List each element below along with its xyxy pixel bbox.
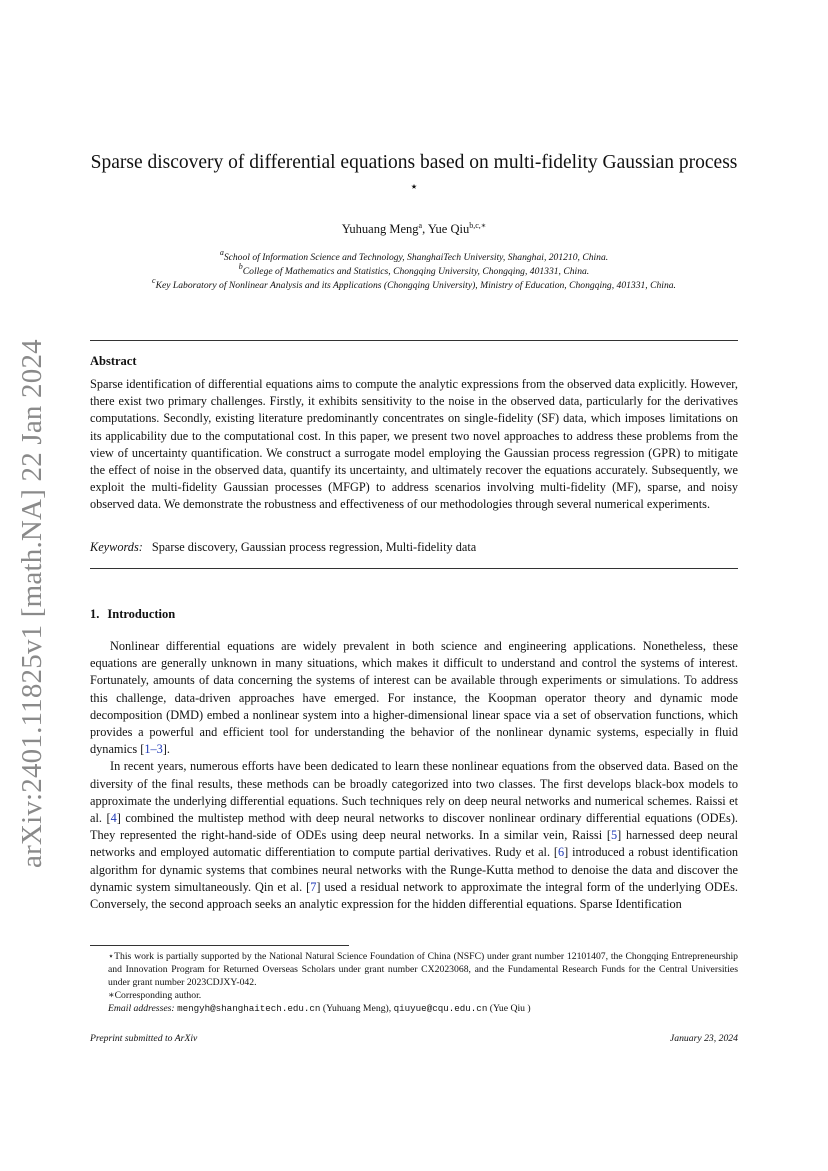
title-text: Sparse discovery of differential equations based on multi-fidelity Gaussian process bbox=[90, 152, 738, 173]
arxiv-identifier: arXiv:2401.11825v1 [math.NA] 22 Jan 2024 bbox=[16, 339, 48, 868]
introduction-body bbox=[90, 638, 738, 913]
paper-title bbox=[90, 150, 738, 201]
email-footnote: Email addresses: mengyh@shanghaitech.edu.cn (Yuhuang Meng), qiuyue@cqu.edu.cn (Yue Qiu ) bbox=[108, 1003, 531, 1014]
affiliation: $^b$College of Mathematics and Statistics, Chongqing University, Chongqing, 401331, China. bbox=[238, 262, 590, 277]
funding-footnote: ⋆This work is partially supported by the National Natural Science Foundation of China (NSFC) under grant number 12101407, the Chongqing Entrepreneurship and Innovation Program for Returned Overseas Scholars under grant number CX2023068, and the Fundamental Research Funds for the Central Universities under grant number 2023CDJXY-042. bbox=[108, 951, 738, 988]
author-name: Yuhuang Meng bbox=[341, 222, 419, 236]
citation-link[interactable]: 4 bbox=[110, 811, 117, 826]
section-title: Introduction bbox=[107, 607, 176, 621]
author-list: Yuhuang Meng$^a$, Yue Qiu$^{b,c,∗}$ bbox=[341, 221, 487, 236]
citation-link[interactable]: 5 bbox=[611, 828, 618, 843]
author-affiliation-mark: a bbox=[418, 221, 423, 230]
paragraph: In recent years, numerous efforts have been dedicated to learn these nonlinear equations from the observed data. Based on the diversity of the final results, these methods can be broadly categorized into two classes. The first develops black-box models to approximate the underlying differential equations. Such techniques rely on deep neural networks and numerical schemes. Raissi et al. [4] combined the multistep method with deep neural networks to discover nonlinear ordinary differential equations (ODEs). They represented the right-hand-side of ODEs using deep neural networks. In a similar vein, Raissi [5] harnessed deep neural networks and employed automatic differentiation to compute partial derivatives. Rudy et al. [6] introduced a robust identification algorithm for dynamic systems that combines neural networks with the Runge-Kutta method to denoise the data and discover the dynamic system simultaneously. Qin et al. [7] used a residual network to approximate the integral form of the underlying ODEs. Conversely, the second approach seeks an analytic expression for the hidden differential equations. Sparse Identification bbox=[90, 759, 738, 912]
footnotes bbox=[90, 950, 738, 1015]
citation-link[interactable]: 6 bbox=[558, 845, 565, 860]
paragraph: Nonlinear differential equations are widely prevalent in both science and engineering applications. Nonetheless, these equations are generally unknown in many situations, which makes it difficult to understand and control the systems of interest. Fortunately, amounts of data concerning the systems of interest can be available through experiments or simulations. To address this challenge, data-driven approaches have emerged. For instance, the Koopman operator theory and dynamic mode decomposition (DMD) embed a nonlinear system into a higher-dimensional linear space via a set of observation functions, which provides a powerful and efficient tool for understanding the behavior of the nonlinear dynamic systems, especially in fluid dynamics [1–3]. bbox=[90, 639, 738, 757]
footer-venue: Preprint submitted to ArXiv bbox=[90, 1033, 198, 1044]
citation-link[interactable]: 7 bbox=[310, 879, 317, 894]
abstract-heading: Abstract bbox=[90, 354, 137, 368]
section-number: 1. bbox=[90, 607, 100, 621]
email-link[interactable]: qiuyue@cqu.edu.cn bbox=[393, 1003, 488, 1014]
corresponding-footnote: ∗Corresponding author. bbox=[108, 990, 202, 1001]
abstract-bottom-rule bbox=[90, 568, 738, 569]
citation-link[interactable]: 1–3 bbox=[144, 742, 163, 757]
keywords-text: Sparse discovery, Gaussian process regression, Multi-fidelity data bbox=[151, 540, 477, 554]
abstract-body: Sparse identification of differential equations aims to compute the analytic expressions from the observed data explicitly. However, there exist two primary challenges. Firstly, it exhibits sensitivity to the noise in the observed data, particularly for the derivatives computations. Secondly, existing literature predominantly concentrates on single-fidelity (SF) data, which imposes limitations on its applicability due to the computational cost. In this paper, we present two novel approaches to address these problems from the view of uncertainty quantification. We construct a surrogate model employing the Gaussian process regression (GPR) to mitigate the effect of noise in the observed data, quantify its uncertainty, and ultimately recover the equations accurately. Subsequently, we exploit the multi-fidelity Gaussian processes (MFGP) to address scenarios involving multi-fidelity (MF), sparse, and noisy observed data. We demonstrate the robustness and effectiveness of our methodologies through several numerical experiments. bbox=[90, 377, 738, 512]
keywords bbox=[90, 540, 476, 555]
footnote-rule bbox=[90, 945, 349, 946]
affiliation: $^c$Key Laboratory of Nonlinear Analysis and its Applications (Chongqing University), Ministry of Education, Chongqing, 401331, China. bbox=[152, 276, 676, 291]
abstract-top-rule bbox=[90, 340, 738, 341]
section-heading bbox=[90, 607, 175, 622]
title-footnote-mark: ⋆ bbox=[409, 180, 419, 195]
footer-date: January 23, 2024 bbox=[669, 1033, 738, 1044]
affiliation-list bbox=[70, 248, 758, 293]
author-affiliation-mark: b,c,∗ bbox=[469, 221, 487, 230]
author-name: Yue Qiu bbox=[427, 222, 470, 236]
affiliation: $^a$School of Information Science and Technology, ShanghaiTech University, Shanghai, 201210, China. bbox=[219, 248, 609, 263]
email-link[interactable]: mengyh@shanghaitech.edu.cn bbox=[177, 1003, 321, 1014]
keywords-label: Keywords: bbox=[90, 540, 143, 554]
